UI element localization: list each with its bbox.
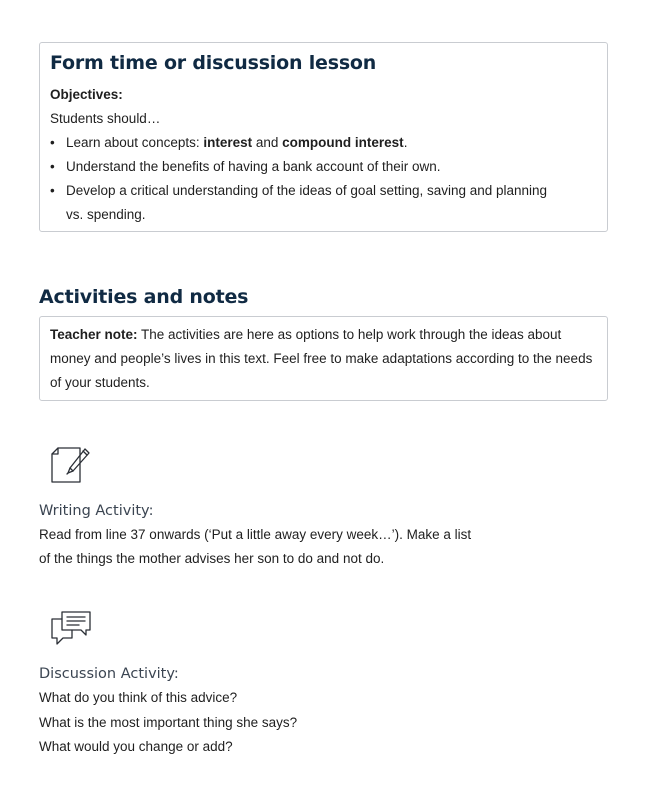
objective-text: Learn about concepts: [66, 135, 204, 150]
discussion-question: What is the most important thing she says? [39, 714, 298, 730]
activities-section-title: Activities and notes [39, 286, 249, 308]
teacher-note-text: The activities are here as options to help work through the ideas about money and people’s lives in this text. Feel free to make adaptations according to the needs of your students. [50, 327, 593, 390]
writing-activity-text: Read from line 37 onwards (‘Put a little away every week…’). Make a list of the things the mother advises her son to do and not do. [39, 527, 472, 566]
bullet: • [50, 183, 55, 198]
bullet: • [50, 135, 55, 150]
speech-bubbles-icon [46, 606, 96, 650]
objective-text: Understand the benefits of having a bank account of their own. [66, 159, 441, 174]
discussion-question: What would you change or add? [39, 739, 233, 754]
teacher-note [50, 323, 597, 395]
objective-text: Develop a critical understanding of the ideas of goal setting, saving and planning vs. spending. [66, 183, 548, 222]
document-pen-icon [46, 444, 96, 488]
teacher-note-label: Teacher note: [50, 327, 138, 342]
objective-term: compound interest [282, 135, 404, 150]
lesson-objectives-box [39, 42, 608, 232]
lesson-title: Form time or discussion lesson [50, 52, 377, 74]
discussion-questions [39, 686, 479, 760]
objectives-label: Objectives: [50, 87, 123, 102]
objective-item [50, 131, 566, 155]
discussion-activity-heading: Discussion Activity: [39, 666, 179, 682]
objective-item [50, 179, 566, 227]
objective-item [50, 155, 566, 179]
objectives-list [50, 131, 597, 227]
writing-activity-heading: Writing Activity: [39, 503, 154, 519]
objective-text: . [403, 135, 408, 150]
bullet: • [50, 159, 55, 174]
objective-term: interest [203, 135, 253, 150]
teacher-note-box [39, 316, 608, 401]
discussion-question: What do you think of this advice? [39, 690, 238, 705]
objectives-intro: Students should… [50, 111, 161, 126]
objective-text: and [252, 135, 283, 150]
